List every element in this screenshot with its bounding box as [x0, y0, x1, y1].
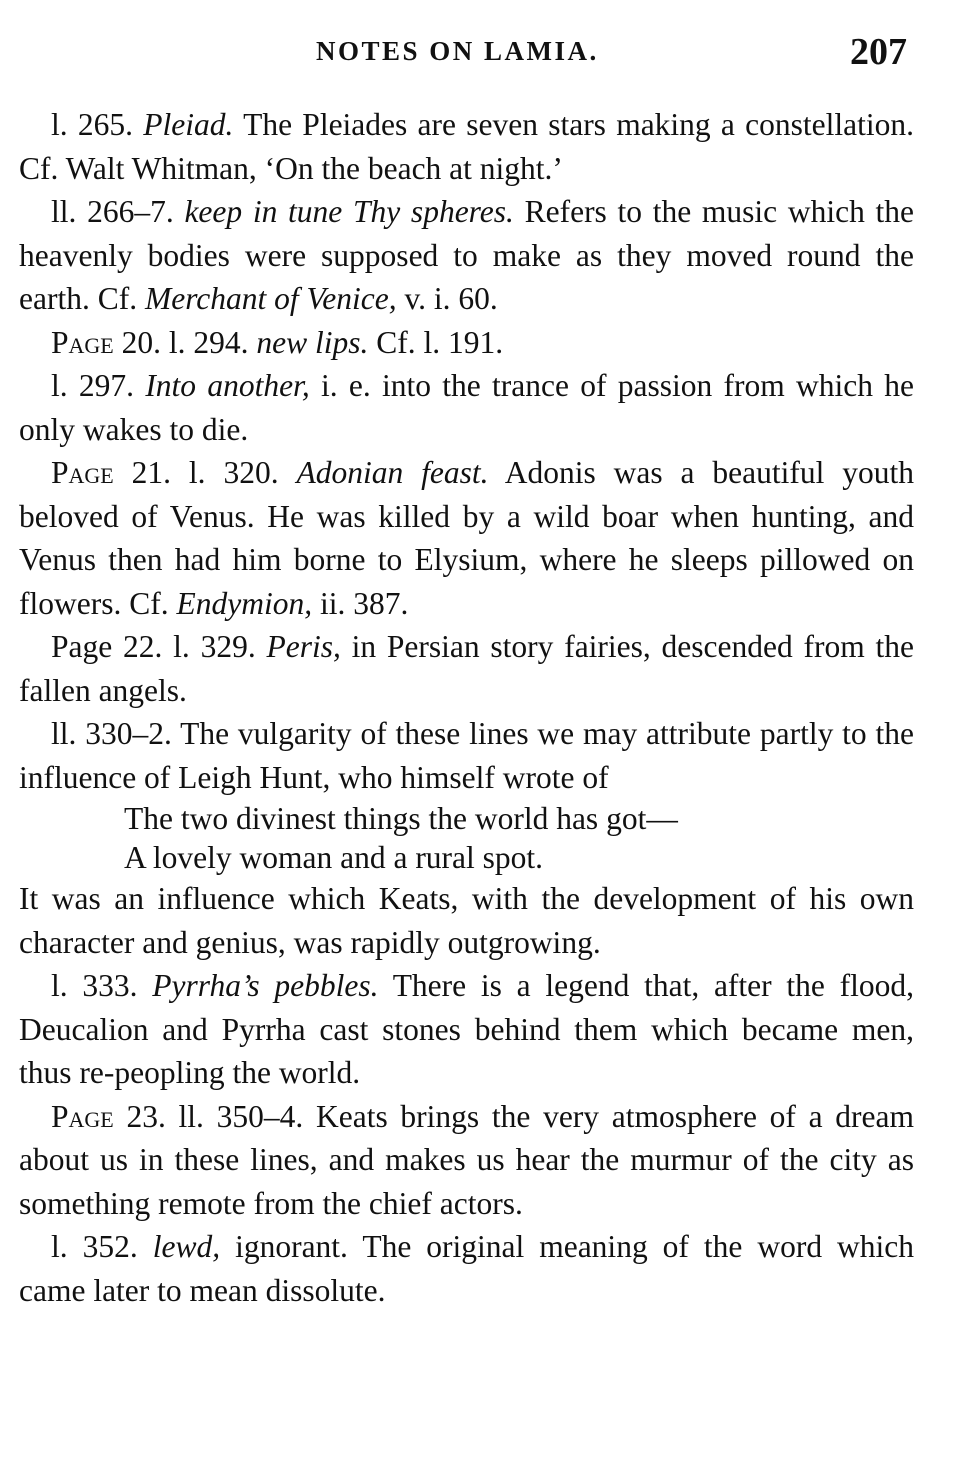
lemma: Adonian feast. — [296, 455, 489, 490]
page-ref: 21. — [131, 455, 172, 490]
note-text: ii. 387. — [319, 585, 409, 621]
verse-line: A lovely woman and a rural spot. — [124, 840, 544, 875]
page-label: Page 22. — [51, 629, 163, 664]
note-text: i. e. into the trance of passion from which he only wakes to die. — [19, 368, 915, 447]
lemma: Into another, — [145, 368, 310, 403]
note-lines-330-2 — [19, 712, 914, 799]
verse-quotation — [124, 799, 914, 877]
line-ref: l. 265. — [51, 107, 134, 142]
page-label: Page — [51, 1098, 114, 1134]
lemma: Peris, — [266, 629, 341, 664]
page-number: 207 — [850, 31, 907, 73]
page-header — [0, 30, 961, 78]
lemma: keep in tune Thy spheres. — [184, 194, 514, 229]
notes-body — [19, 103, 914, 1312]
note-text: in Persian story fairies, descended from the fallen angels. — [19, 629, 915, 708]
note-text: v. i. 60. — [404, 281, 498, 316]
note-text: Keats brings the very atmosphere of a dream about us in these lines, and makes us hear the murmur of the city as something remote from the chief actors. — [19, 1098, 915, 1221]
running-title: NOTES ON LAMIA. — [316, 36, 599, 66]
note-text: There is a legend that, after the flood, Deucalion and Pyrrha cast stones behind them which became men, thus re-peopling the world. — [19, 968, 914, 1090]
page-ref: 23. — [126, 1098, 166, 1134]
lemma: lewd, — [152, 1229, 221, 1264]
work-title: Endymion, — [176, 585, 313, 621]
note-text: Cf. l. 191. — [376, 324, 504, 360]
page-ref: 20. — [121, 324, 161, 360]
line-ref: l. 333. — [51, 968, 138, 1003]
note-text: The Pleiades are seven stars making a constellation. Cf. Walt Whitman, ‘On the beach at night.’ — [19, 107, 915, 186]
line-ref: l. 297. — [51, 368, 135, 403]
line-ref: ll. 330–2. — [51, 716, 172, 751]
line-ref: l. 352. — [51, 1229, 138, 1264]
page-label: Page — [51, 455, 114, 490]
note-line-297 — [19, 364, 914, 451]
note-text: It was an influence which Keats, with the development of his own character and genius, was rapidly outgrowing. — [19, 881, 914, 960]
lemma: Pleiad. — [143, 107, 234, 142]
note-lines-350-4 — [19, 1095, 914, 1226]
note-line-329 — [19, 625, 914, 712]
note-line-352 — [19, 1225, 914, 1312]
note-text: The vulgarity of these lines we may attribute partly to the influence of Leigh Hunt, who himself wrote of — [19, 716, 914, 795]
line-ref: ll. 266–7. — [51, 194, 174, 229]
page-label: Page — [51, 324, 114, 360]
note-line-265 — [19, 103, 914, 190]
work-title: Merchant of Venice, — [144, 281, 397, 316]
lemma: new lips. — [256, 324, 369, 360]
verse-line: The two divinest things the world has got— — [124, 801, 678, 836]
note-lines-266-7 — [19, 190, 914, 321]
note-text: Refers to the music which the heavenly bodies were supposed to make as they moved round the earth. Cf. — [19, 194, 915, 316]
note-line-294 — [19, 321, 914, 365]
line-ref: l. 320. — [188, 455, 279, 490]
note-line-333 — [19, 964, 914, 1095]
lemma: Pyrrha’s pebbles. — [152, 968, 379, 1003]
note-line-320 — [19, 451, 914, 625]
note-continuation — [19, 877, 914, 964]
line-ref: l. 329. — [173, 629, 256, 664]
note-text: ignorant. The original meaning of the word which came later to mean dissolute. — [19, 1229, 915, 1308]
note-text: Adonis was a beautiful youth beloved of Venus. He was killed by a wild boar when hunting, and Venus then had him borne to Elysium, where he sleeps pillowed on flowers. Cf. — [19, 455, 915, 621]
line-ref: l. 294. — [168, 324, 249, 360]
line-ref: ll. 350–4. — [178, 1098, 304, 1134]
